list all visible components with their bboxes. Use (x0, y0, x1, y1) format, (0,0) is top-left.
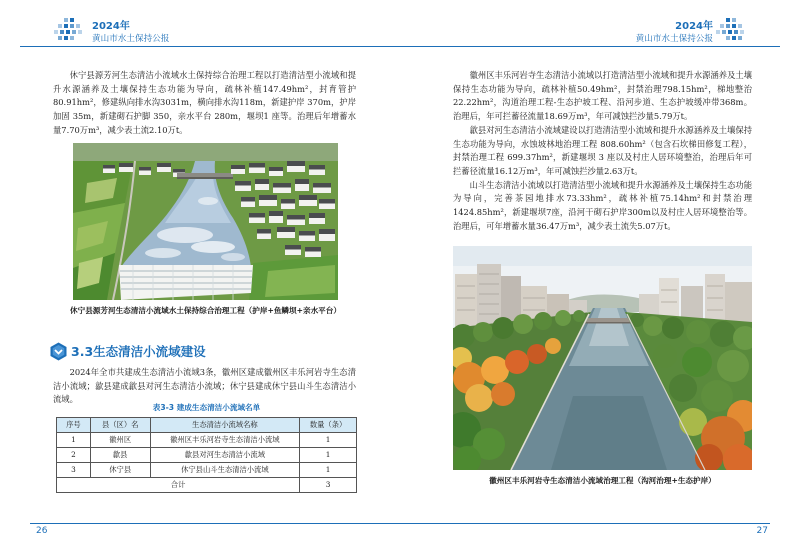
page-number: 27 (756, 526, 768, 536)
village-houses-right-shape (255, 179, 269, 184)
river-shape (221, 253, 245, 261)
table-cell: 休宁县 (90, 463, 150, 478)
village-houses-right-shape (319, 229, 335, 234)
right-bank-trees-shape (710, 321, 736, 347)
right-bank-trees-shape (717, 350, 749, 382)
river-shape (198, 197, 218, 205)
header-square-pattern-icon-shape (732, 36, 736, 40)
village-houses-right-shape (269, 211, 283, 216)
village-houses-right-shape (259, 195, 277, 200)
village-houses-right-shape (287, 161, 305, 166)
header-square-pattern-icon-shape (732, 24, 736, 28)
village-houses-right-shape (235, 181, 251, 186)
village-houses-right-shape (309, 165, 325, 170)
header-square-pattern-icon-shape (70, 36, 74, 40)
left-bank-trees-shape (545, 338, 561, 354)
table-cell: 歙县对河生态清洁小流域 (150, 448, 300, 463)
table-cell: 1 (300, 448, 357, 463)
footer-rule (30, 523, 400, 524)
left-bank-trees-shape (473, 322, 493, 342)
table-cell: 3 (57, 463, 91, 478)
village-houses-right-shape (231, 165, 245, 169)
header-rule (400, 46, 780, 47)
left-bank-trees-shape (505, 350, 529, 374)
header-rule (20, 46, 400, 47)
village-houses-right-shape (319, 199, 335, 204)
right-bank-trees-shape (643, 316, 663, 336)
header-square-pattern-icon-shape (70, 24, 74, 28)
village-houses-right-shape (269, 167, 283, 171)
village-houses-right-shape (273, 183, 291, 188)
left-bank-trees-shape (555, 310, 571, 326)
left-bank-trees-shape (527, 344, 547, 364)
village-houses-left-shape (139, 167, 151, 171)
intro-paragraph: 休宁县源芳河生态清洁小流域水土保持综合治理工程以打造清洁型小流域和提升水源涵养及土壤保持生态功能为导向，疏林补植147.49hm²，封育管护80.91hm²，修建纵向排水沟3031m，横向排水沟118m，新建护岸 370m，护岸加固 35m，新建砌石护脚 350，亲水平台 280m，堰坝1 座等。治理后年增蓄水量7.70万m³，减少表土流2.10万t。 (53, 70, 356, 135)
village-houses-right-shape (295, 179, 309, 184)
left-bank-trees-shape (492, 317, 514, 339)
photo-caption: 休宁县源芳河生态清洁小流域水土保持综合治理工程（护岸+鱼鳞坝+亲水平台） (70, 306, 341, 315)
watershed-table (56, 417, 357, 493)
header-square-pattern-icon-shape (740, 30, 744, 34)
paragraph-huizhou: 徽州区丰乐河岩寺生态清洁小流域以打造清洁型小流域和提升水源涵养及土壤保持生态功能为导向，疏林补植50.49hm²，封禁治理798.15hm²，梯地整治22.22hm²，沟道治理工程-生态护坡工程、沿河步道、生态护坡缓冲带368m。治理后，年可拦蓄径流量18.69万m³，年可减蚀拦沙量5.79万t。 (453, 70, 752, 122)
village-houses-right-shape (241, 197, 255, 202)
header-square-pattern-icon-shape (58, 36, 62, 40)
table-cell: 2 (57, 448, 91, 463)
table-header-row (57, 418, 357, 433)
left-bank-trees-shape (465, 384, 493, 412)
village-houses-right-shape (309, 213, 325, 218)
page-number: 26 (36, 526, 48, 536)
table-cell: 1 (57, 433, 91, 448)
header-square-pattern-icon-shape (738, 24, 742, 28)
table-row (57, 448, 357, 463)
paragraph-shandou: 山斗生态清洁小流域以打造清洁型小流域和提升水源涵养及土壤保持生态功能为导向，完善茶园地排水73.33hm²，疏林补植75.14hm²和封禁治理1424.85hm²，新建堰坝7座，沿河干砌石护岸300m以及村庄人居环境整治等。治理后，可年增蓄水量36.47万m³，减少表土流失5.07万t。 (453, 179, 752, 231)
header-square-pattern-icon-shape (76, 24, 80, 28)
header-square-pattern-icon-shape (732, 18, 736, 22)
buildings-right-shape (705, 274, 725, 326)
left-bank-trees-shape (534, 312, 552, 330)
body-paragraphs (453, 69, 752, 233)
header-square-pattern-icon-shape (726, 24, 730, 28)
right-bank-trees-shape (669, 374, 697, 402)
section-paragraph-block (53, 366, 356, 407)
sky-shape (453, 246, 752, 266)
header-square-pattern-icon-shape (72, 30, 76, 34)
village-houses-right-shape (249, 213, 265, 218)
table-row (57, 463, 357, 478)
right-bank-trees-shape (701, 380, 733, 412)
section-hexagon-down-arrow-icon (50, 342, 67, 361)
header-square-pattern-icon-shape (716, 30, 720, 34)
left-bank-trees-shape (573, 310, 585, 322)
table-cell: 1 (300, 463, 357, 478)
village-houses-right-shape (299, 195, 317, 200)
village-houses-right-shape (305, 247, 321, 252)
village-houses-left-shape (119, 163, 133, 167)
column-header: 生态清洁小流域名称 (150, 418, 300, 433)
right-bank-trees-shape (653, 344, 677, 368)
village-houses-right-shape (299, 231, 315, 236)
header-square-pattern-icon-shape (70, 18, 74, 22)
header-square-pattern-icon-shape (78, 30, 82, 34)
table-total-row (57, 478, 357, 493)
bridge (583, 318, 635, 324)
village-houses-right-shape (313, 183, 331, 188)
left-bank-trees-shape (481, 356, 509, 384)
fields-shape (73, 143, 338, 161)
right-bank-trees-shape (686, 320, 710, 344)
river-shape (191, 241, 235, 253)
footer-rule (400, 523, 770, 524)
village-houses-right-shape (287, 215, 305, 220)
village-houses-right-shape (257, 229, 271, 234)
right-page (400, 0, 800, 546)
intro-paragraph-block (53, 69, 356, 138)
table-title: 表3-3 建成生态清洁小流域名单 (152, 403, 261, 412)
header-square-pattern-icon-shape (64, 36, 68, 40)
bridge-shape (583, 318, 635, 322)
photo-yuanfang-river-aerial (73, 143, 338, 300)
header-square-pattern-icon-shape (728, 30, 732, 34)
header-square-pattern-icon-shape (60, 30, 64, 34)
header-square-pattern-icon-shape (66, 30, 70, 34)
section-paragraph: 2024年全市共建成生态清洁小流域3条，徽州区建成徽州区丰乐河岩寺生态清洁小流域；歙县建成歙县对河生态清洁小流域；休宁县建成休宁县山斗生态清洁小流域。 (53, 367, 356, 405)
table-cell: 徽州区丰乐河岩寺生态清洁小流域 (150, 433, 300, 448)
bridge-shape (177, 173, 233, 177)
column-header: 县（区）名 (90, 418, 150, 433)
column-header: 序号 (57, 418, 91, 433)
header-square-pattern-icon (54, 18, 86, 46)
left-bank-trees-shape (513, 314, 533, 334)
village-houses-left-shape (103, 165, 115, 169)
header-square-pattern-icon-shape (726, 18, 730, 22)
village-houses-right-shape (277, 227, 295, 232)
photo-caption: 徽州区丰乐河岩寺生态清洁小流域治理工程（沟河治理+生态护岸） (489, 476, 716, 485)
right-bank-trees-shape (662, 317, 684, 339)
river-shape (145, 248, 181, 258)
header-title: 黄山市水土保持公报 (92, 34, 170, 44)
village-houses-left-shape (173, 169, 185, 173)
village-houses-right-shape (285, 245, 301, 250)
header-square-pattern-icon-shape (738, 36, 742, 40)
section-heading: 3.3生态清洁小流域建设 (71, 344, 206, 359)
paragraph-shexian: 歙县对河生态清洁小流域建设以打造清洁型小流域和提升水源涵养及土壤保持生态功能为导向，水蚀坡林地治理工程 808.60hm²（包含石坎梯田修复工程），封禁治理工程 699.37hm²，新建堰坝 3 座以及村庄人居环境整治，治理后年可拦蓄径流量16.12万m³，年可减蚀拦沙量2.63万t。 (453, 124, 752, 176)
header-square-pattern-icon-shape (58, 24, 62, 28)
table-cell: 徽州区 (90, 433, 150, 448)
table-cell: 休宁县山斗生态清洁小流域 (150, 463, 300, 478)
header-square-pattern-icon (716, 18, 748, 46)
header-title: 黄山市水土保持公报 (635, 34, 713, 44)
village-houses-left-shape (157, 163, 171, 167)
header-square-pattern-icon-shape (64, 24, 68, 28)
table-cell: 1 (300, 433, 357, 448)
header-square-pattern-icon-shape (722, 30, 726, 34)
village-houses-right-shape (249, 163, 265, 168)
total-label: 合计 (57, 478, 300, 493)
right-bank-trees-shape (682, 347, 712, 377)
bridge (177, 173, 233, 179)
header-year: 2024年 (675, 21, 713, 32)
column-header: 数量（条） (300, 418, 357, 433)
fish-scale-weir (119, 265, 253, 300)
total-value: 3 (300, 478, 357, 493)
village-houses-right-shape (281, 199, 295, 204)
header-square-pattern-icon-shape (734, 30, 738, 34)
left-bank-trees-shape (491, 382, 515, 406)
table-row (57, 433, 357, 448)
header-square-pattern-icon-shape (54, 30, 58, 34)
bridge-shape (583, 322, 635, 324)
header-square-pattern-icon-shape (726, 36, 730, 40)
photo-fengle-river-city (453, 246, 752, 470)
bridge-shape (177, 177, 233, 179)
header-year: 2024年 (92, 21, 130, 32)
header-square-pattern-icon-shape (720, 24, 724, 28)
header-square-pattern-icon-shape (64, 18, 68, 22)
table-cell: 歙县 (90, 448, 150, 463)
river-shape (157, 227, 213, 243)
